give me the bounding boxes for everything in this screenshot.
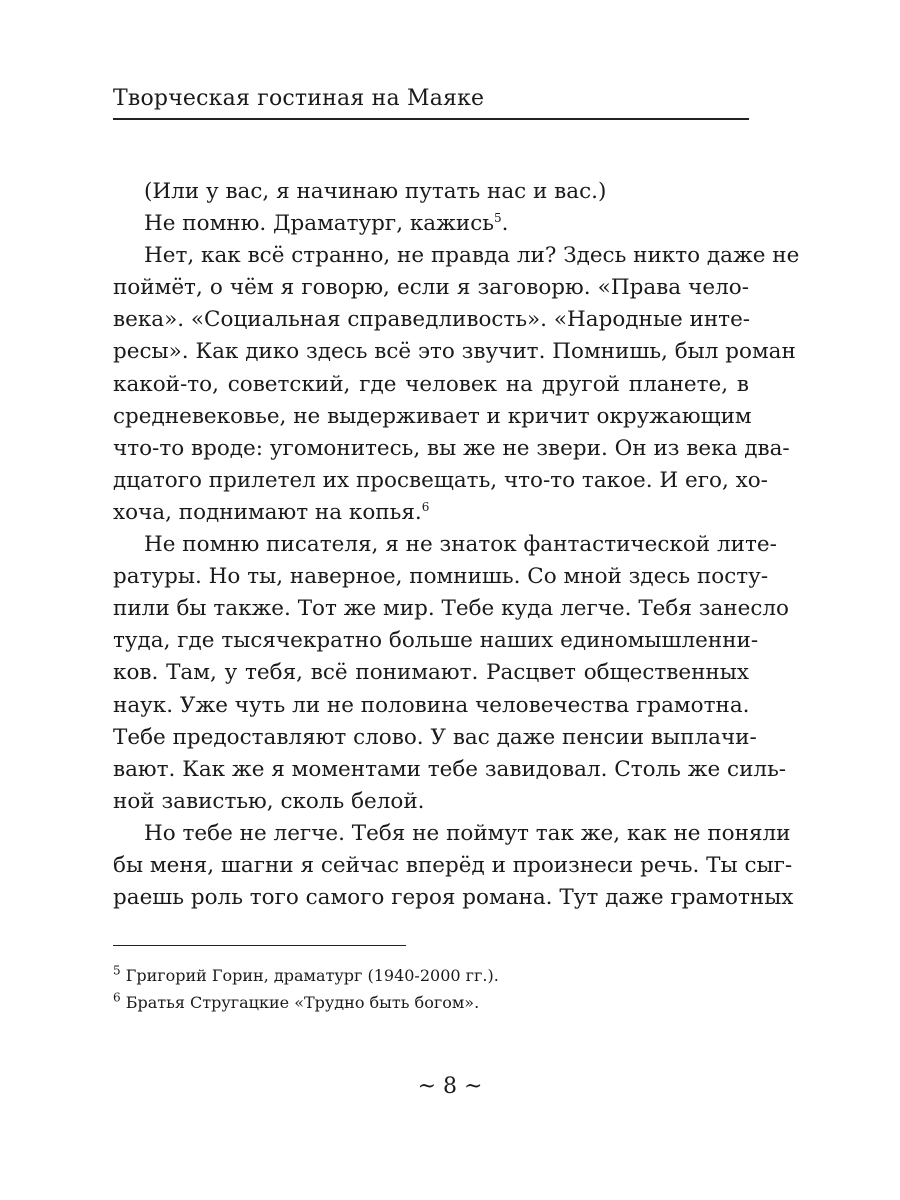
header-rule — [113, 118, 749, 120]
text-line: века». «Социальная справедливость». «Народные инте- — [113, 307, 751, 333]
text-line: Но тебе не легче. Тебя не поймут так же, как не поняли — [144, 820, 791, 846]
text-line: (Или у вас, я начинаю путать нас и вас.) — [144, 179, 607, 204]
footnote-ref-6[interactable]: 6 — [421, 499, 430, 514]
text-line: ресы». Как дико здесь всё это звучит. Помнишь, был роман — [113, 339, 796, 365]
footnote-rule — [113, 945, 406, 946]
text-line — [113, 208, 749, 240]
text-line: наук. Уже чуть ли не половина человечества грамотна. — [113, 692, 750, 718]
footnote-marker: 5 — [113, 963, 121, 978]
text-line-content: хоча, поднимают на копья. — [113, 499, 422, 525]
text-line: вают. Как же я моментами тебе завидовал. Столь же силь- — [113, 756, 787, 782]
text-line: Нет, как всё странно, не правда ли? Здесь никто даже не — [144, 243, 800, 269]
text-line: ков. Там, у тебя, всё понимают. Расцвет общественных — [113, 660, 749, 686]
text-line: средневековье, не выдерживает и кричит окружающим — [113, 403, 752, 429]
text-line: раешь роль того самого героя романа. Тут даже грамотных — [113, 885, 794, 911]
footnote-text: Григорий Горин, драматург (1940-2000 гг.). — [120, 966, 499, 985]
text-line: какой-то, советский, где человек на другой планете, в — [113, 371, 749, 397]
text-line: ной завистью, сколь белой. — [113, 788, 425, 814]
footnote-marker: 6 — [113, 990, 121, 1005]
text-line: пили бы также. Тот же мир. Тебе куда легче. Тебя занесло — [113, 596, 789, 622]
footnote-5 — [113, 962, 749, 989]
text-line: поймёт, о чём я говорю, если я заговорю. «Права чело- — [113, 275, 749, 301]
text-line: Не помню писателя, я не знаток фантастической лите- — [144, 532, 777, 558]
body-text — [113, 176, 800, 914]
footnote-ref-5[interactable]: 5 — [493, 210, 502, 225]
text-line-content: Не помню. Драматург, кажись — [144, 211, 494, 237]
text-line: что-то вроде: угомонитесь, вы же не звери. Он из века два- — [113, 435, 790, 461]
footnotes — [113, 962, 749, 1016]
text-line-tail: . — [501, 211, 509, 237]
text-line: туда, где тысячекратно больше наших единомышленни- — [113, 628, 759, 654]
text-line — [113, 497, 749, 529]
page-number: ~ 8 ~ — [417, 1074, 483, 1099]
text-line: ратуры. Но ты, наверное, помнишь. Со мной здесь посту- — [113, 564, 769, 590]
footnote-6 — [113, 989, 749, 1016]
text-line: дцатого прилетел их просвещать, что-то такое. И его, хо- — [113, 467, 768, 493]
running-title: Творческая гостиная на Маяке — [113, 86, 485, 111]
text-line: Тебе предоставляют слово. У вас даже пенсии выплачи- — [113, 724, 757, 750]
text-line: бы меня, шагни я сейчас вперёд и произнеси речь. Ты сыг- — [113, 852, 793, 878]
footnote-text: Братья Стругацкие «Трудно быть богом». — [120, 993, 480, 1012]
